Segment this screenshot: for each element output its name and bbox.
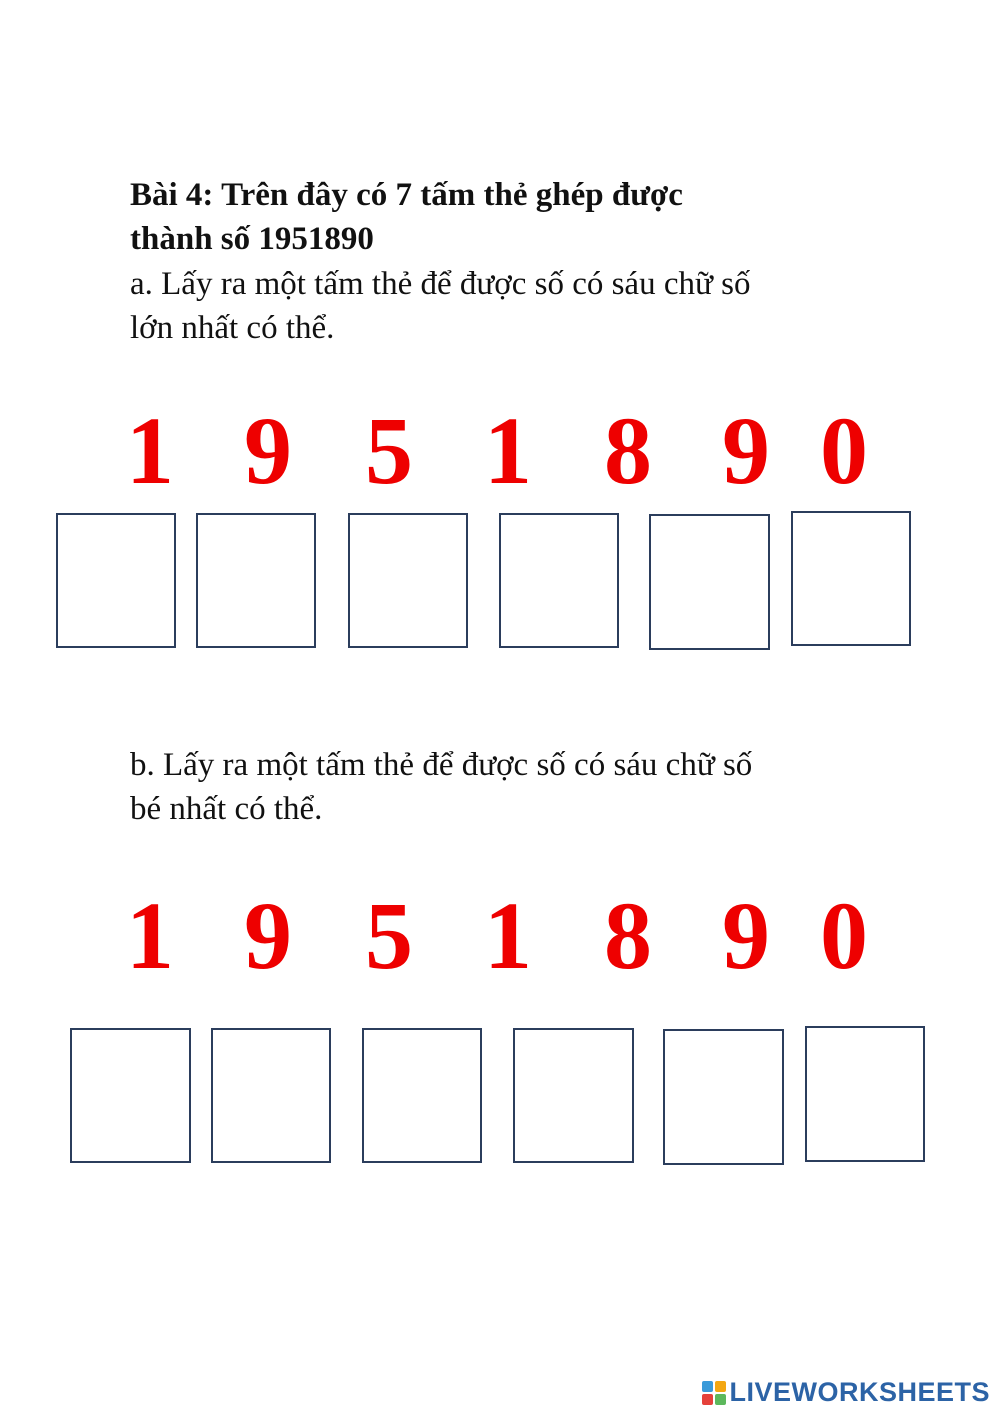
digit-card: 9 [722, 397, 770, 504]
answer-box-a-6[interactable] [791, 511, 911, 646]
answer-box-a-5[interactable] [649, 514, 770, 650]
liveworksheets-logo-icon [702, 1381, 726, 1405]
answer-box-b-3[interactable] [362, 1028, 482, 1163]
title-line-2: thành số 1951890 [130, 221, 374, 257]
answer-box-b-2[interactable] [211, 1028, 331, 1163]
digit-card: 0 [820, 397, 868, 504]
question-b-line-2: bé nhất có thể. [130, 791, 323, 827]
exercise-title [130, 173, 890, 261]
question-a-line-1: a. Lấy ra một tấm thẻ để được số có sáu chữ số [130, 266, 751, 302]
answer-box-a-4[interactable] [499, 513, 619, 648]
liveworksheets-logo [702, 1377, 990, 1408]
answer-box-a-1[interactable] [56, 513, 176, 648]
digit-card: 8 [604, 882, 652, 989]
logo-text: LIVEWORKSHEETS [729, 1377, 990, 1407]
question-a-line-2: lớn nhất có thể. [130, 310, 335, 346]
answer-box-b-4[interactable] [513, 1028, 634, 1163]
digit-card: 1 [126, 882, 174, 989]
digit-card: 5 [365, 397, 413, 504]
answer-box-b-6[interactable] [805, 1026, 925, 1162]
question-b-line-1: b. Lấy ra một tấm thẻ để được số có sáu chữ số [130, 747, 753, 783]
title-line-1: Bài 4: Trên đây có 7 tấm thẻ ghép được [130, 177, 683, 213]
answer-box-a-2[interactable] [196, 513, 316, 648]
answer-box-b-1[interactable] [70, 1028, 191, 1163]
answer-box-b-5[interactable] [663, 1029, 784, 1165]
digit-card: 9 [244, 397, 292, 504]
digit-card: 0 [820, 882, 868, 989]
digit-card: 5 [365, 882, 413, 989]
answer-box-a-3[interactable] [348, 513, 468, 648]
digit-card: 9 [722, 882, 770, 989]
digit-card: 1 [484, 397, 532, 504]
question-a [130, 262, 890, 350]
digit-card: 1 [484, 882, 532, 989]
digit-card: 8 [604, 397, 652, 504]
digit-card: 1 [126, 397, 174, 504]
question-b [130, 743, 890, 831]
digit-card: 9 [244, 882, 292, 989]
